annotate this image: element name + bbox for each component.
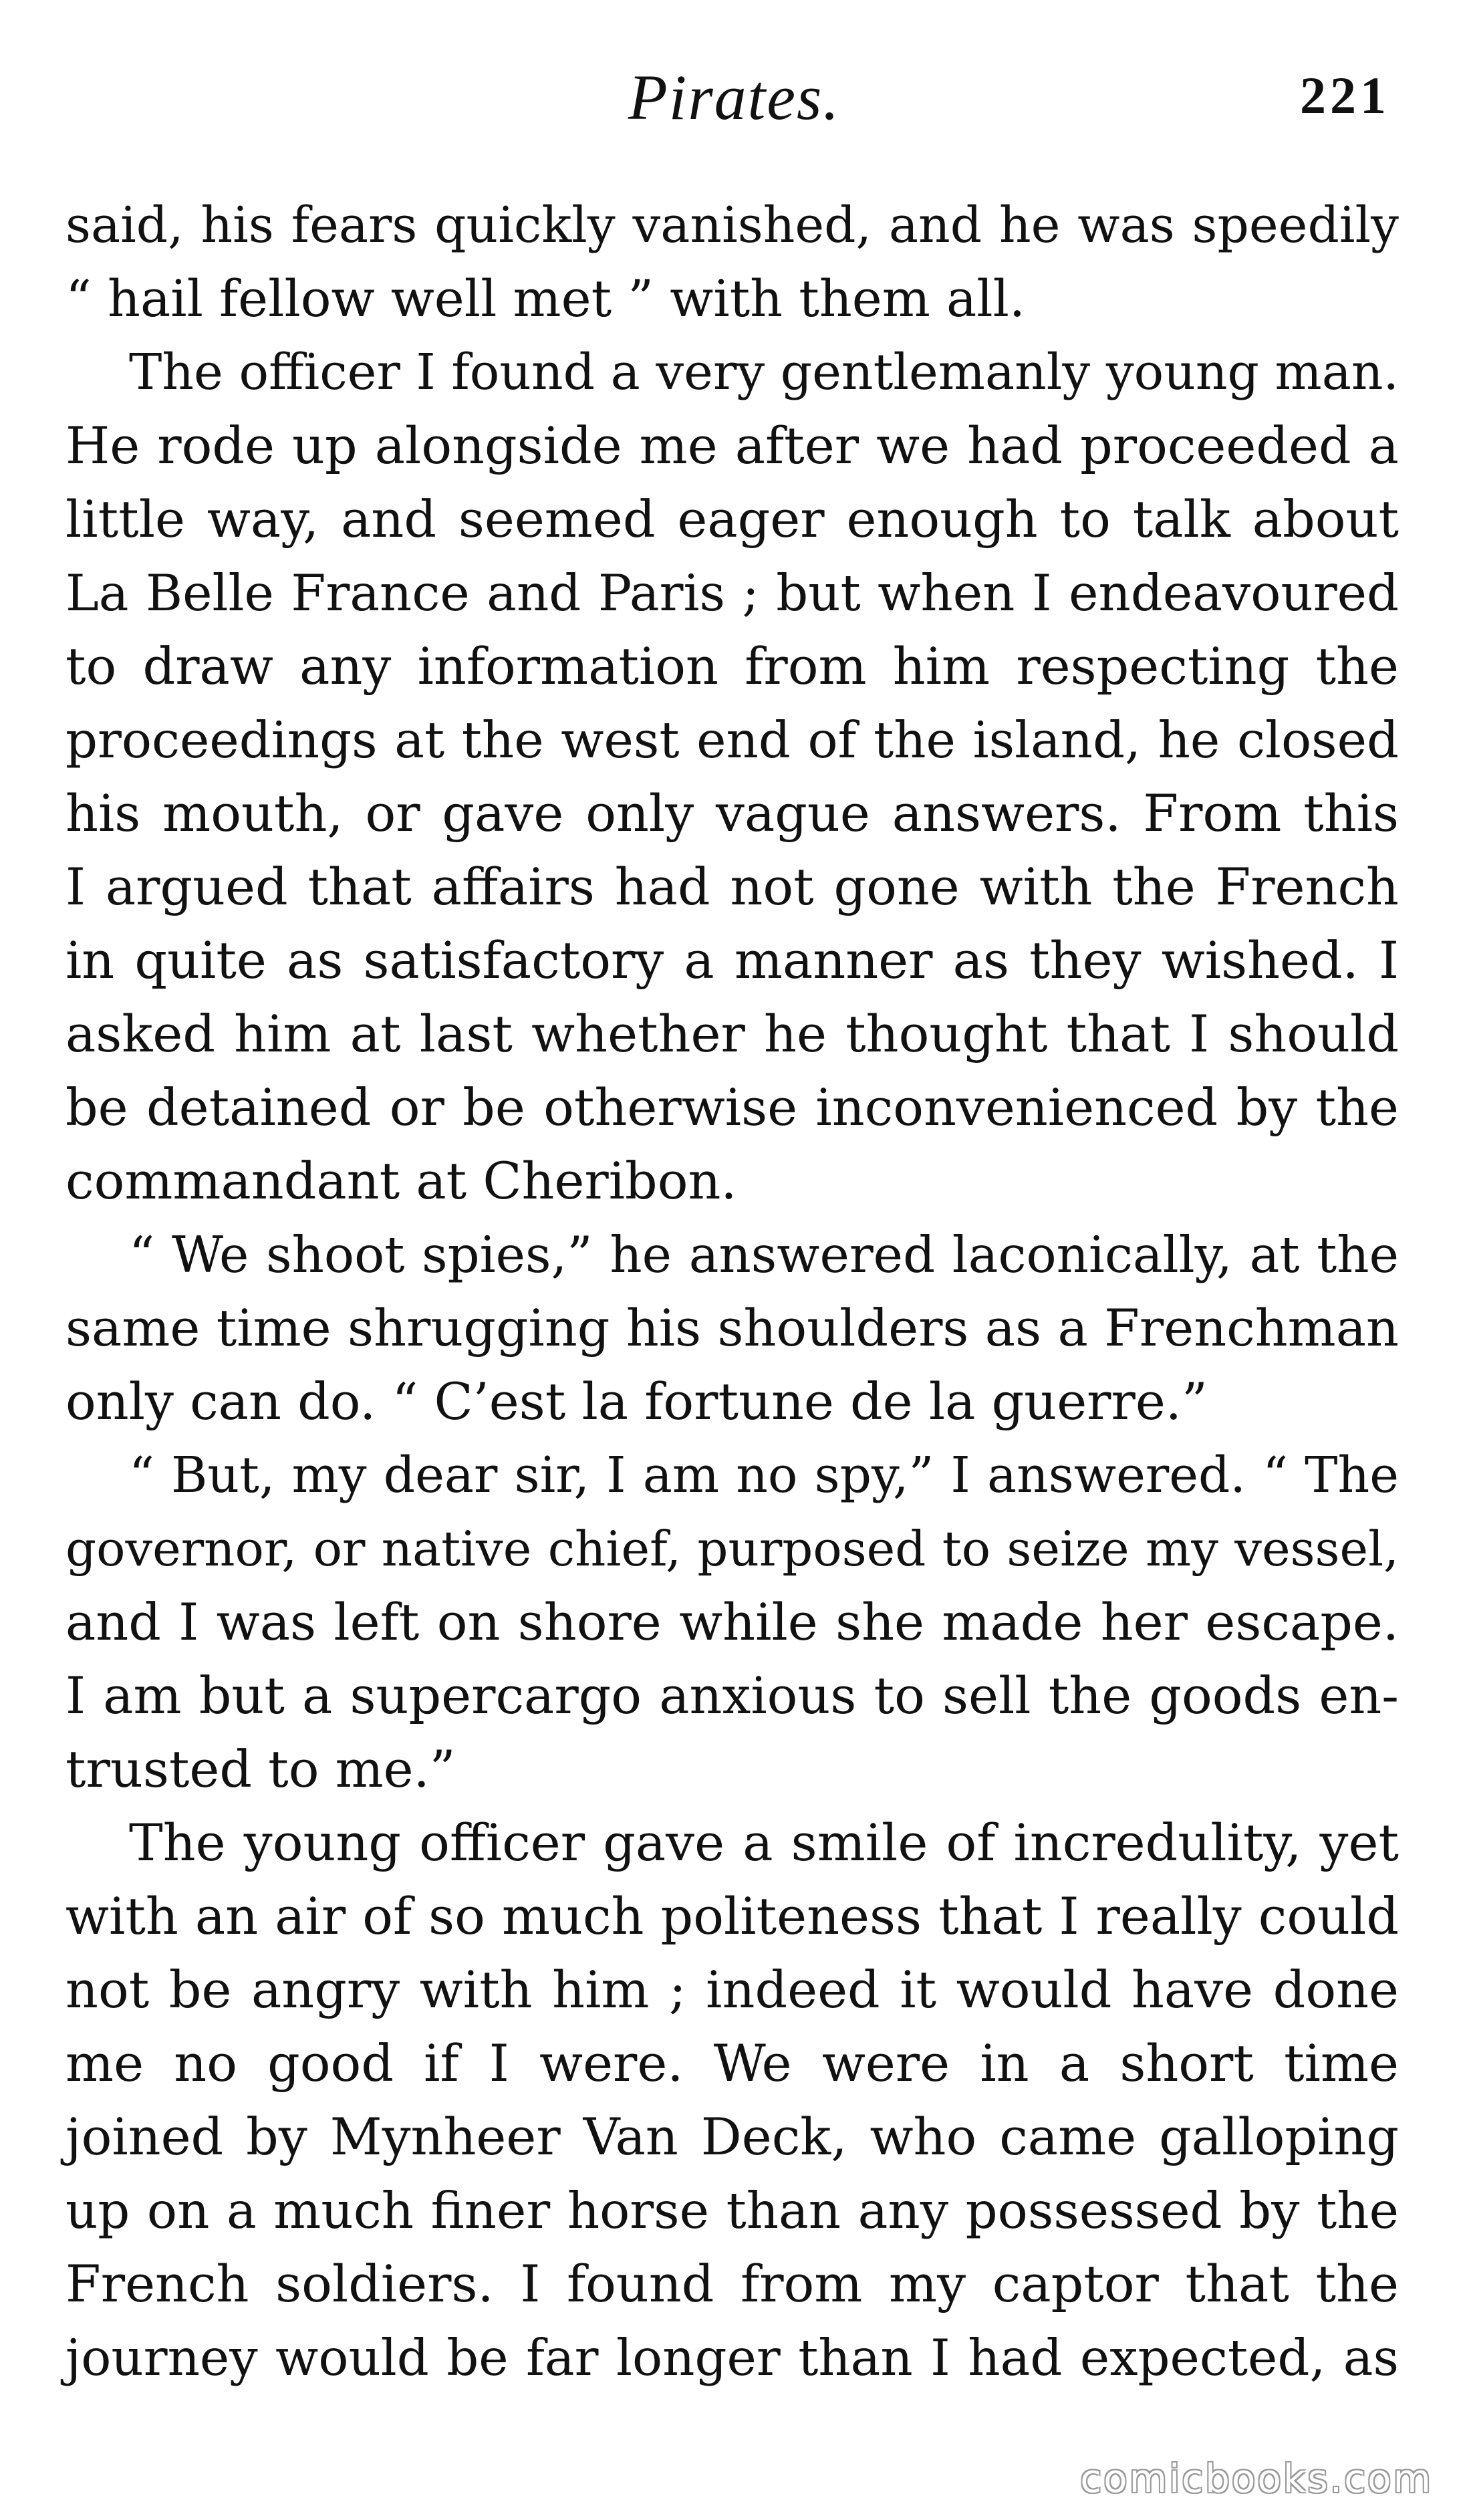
text-line: The officer I found a very gentlemanly young man. [129, 344, 1399, 401]
text-line: I argued that affairs had not gone with the French [65, 857, 1399, 916]
text-line: me no good if I were. We were in a short time [65, 2033, 1399, 2093]
page-number: 221 [1300, 66, 1390, 124]
text-line: only can do. “ C’est la fortune de la guerre.” [65, 1372, 1208, 1431]
text-line: “ We shoot spies,” he answered laconically, at the [129, 1225, 1399, 1284]
text-line: not be angry with him ; indeed it would have done [65, 1960, 1399, 2019]
text-line: asked him at last whether he thought that I should [65, 1004, 1399, 1063]
text-line: up on a much finer horse than any possessed by the [65, 2181, 1399, 2240]
text-line: La Belle France and Paris ; but when I endeavoured [65, 563, 1399, 622]
text-line: his mouth, or gave only vague answers. From this [65, 783, 1399, 843]
running-head [0, 60, 1465, 140]
text-line: The young officer gave a smile of incredulity, yet [129, 1813, 1399, 1872]
body-text [65, 188, 1399, 2394]
text-line: “ hail fellow well met ” with them all. [65, 269, 1026, 328]
text-line: same time shrugging his shoulders as a Frenchman [65, 1298, 1399, 1358]
text-line: governor, or native chief, purposed to seize my vessel, [65, 1521, 1399, 1577]
text-line: to draw any information from him respecting the [65, 636, 1399, 696]
running-title: Pirates. [628, 61, 841, 133]
text-line: joined by Mynheer Van Deck, who came galloping [65, 2107, 1399, 2166]
text-line: proceedings at the west end of the island, he closed [65, 711, 1399, 769]
text-line: journey would be far longer than I had expected, as [65, 2328, 1399, 2387]
text-line: and I was left on shore while she made her escape. [65, 1592, 1399, 1652]
text-line: I am but a supercargo anxious to sell the goods en- [65, 1666, 1399, 1725]
text-line: be detained or be otherwise inconvenienced by the [65, 1078, 1399, 1137]
text-line: commandant at Cheribon. [65, 1151, 737, 1211]
text-line: said, his fears quickly vanished, and he was speedily [65, 197, 1399, 254]
text-line: with an air of so much politeness that I really could [65, 1886, 1399, 1946]
text-line: in quite as satisfactory a manner as they wished. I [65, 930, 1399, 990]
text-line: little way, and seemed eager enough to talk about [65, 489, 1399, 549]
watermark: comicbooks.com [1080, 2456, 1433, 2501]
text-line: trusted to me.” [65, 1739, 456, 1799]
text-line: He rode up alongside me after we had proceeded a [65, 416, 1399, 475]
text-line: French soldiers. I found from my captor that the [65, 2254, 1399, 2313]
text-line: “ But, my dear sir, I am no spy,” I answered. “ The [129, 1446, 1399, 1504]
